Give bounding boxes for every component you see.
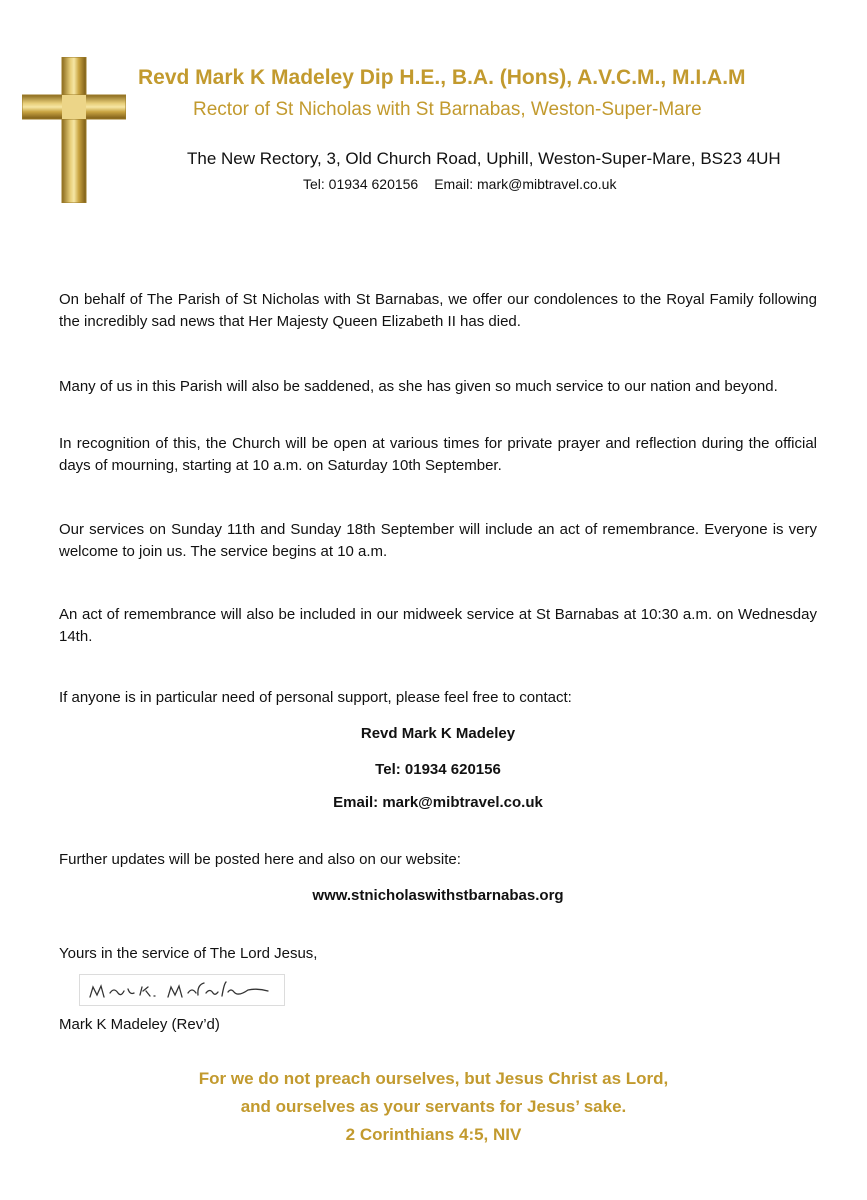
letterhead-email: Email: mark@mibtravel.co.uk [434,176,617,192]
rector-role: Rector of St Nicholas with St Barnabas, Weston-Super-Mare [193,99,702,120]
letterhead-tel: Tel: 01934 620156 [303,176,419,192]
paragraph-saddened: Many of us in this Parish will also be saddened, as she has given so much service to our nation and beyond. [59,378,778,395]
signature-icon [80,975,284,1005]
contact-name: Revd Mark K Madeley [360,725,516,742]
paragraph-condolences: On behalf of The Parish of St Nicholas with St Barnabas, we offer our condolences to the Royal Family following the incredibly sad news that Her Majesty Queen Elizabeth II has died. [59,291,817,330]
paragraph-support: If anyone is in particular need of personal support, please feel free to contact: [59,689,572,706]
scripture-line-1: For we do not preach ourselves, but Jesus Christ as Lord, [198,1069,669,1088]
letterhead-contact [303,176,616,192]
signoff-name: Mark K Madeley (Rev’d) [59,1016,220,1033]
paragraph-church-open: In recognition of this, the Church will be open at various times for private prayer and reflection during the official days of mourning, starting at 10 a.m. on Saturday 10th September. [59,435,817,474]
website-link: www.stnicholaswithstbarnabas.org [312,887,564,904]
contact-tel: Tel: 01934 620156 [375,761,501,778]
signature-image [79,974,285,1006]
rector-name-title: Revd Mark K Madeley Dip H.E., B.A. (Hons), A.V.C.M., M.I.A.M [138,66,746,89]
paragraph-midweek: An act of remembrance will also be included in our midweek service at St Barnabas at 10:30 a.m. on Wednesday 14th. [59,606,817,645]
paragraph-services: Our services on Sunday 11th and Sunday 18th September will include an act of remembrance. Everyone is very welcome to join us. The service begins at 10 a.m. [59,521,817,560]
paragraph-updates: Further updates will be posted here and also on our website: [59,851,461,868]
scripture-reference: 2 Corinthians 4:5, NIV [345,1125,522,1144]
contact-email: Email: mark@mibtravel.co.uk [333,794,543,811]
closing-line: Yours in the service of The Lord Jesus, [59,945,318,962]
scripture-line-2: and ourselves as your servants for Jesus’ sake. [240,1097,627,1116]
letterhead [0,0,867,210]
cross-icon [22,57,126,203]
rectory-address: The New Rectory, 3, Old Church Road, Uphill, Weston-Super-Mare, BS23 4UH [187,149,781,168]
